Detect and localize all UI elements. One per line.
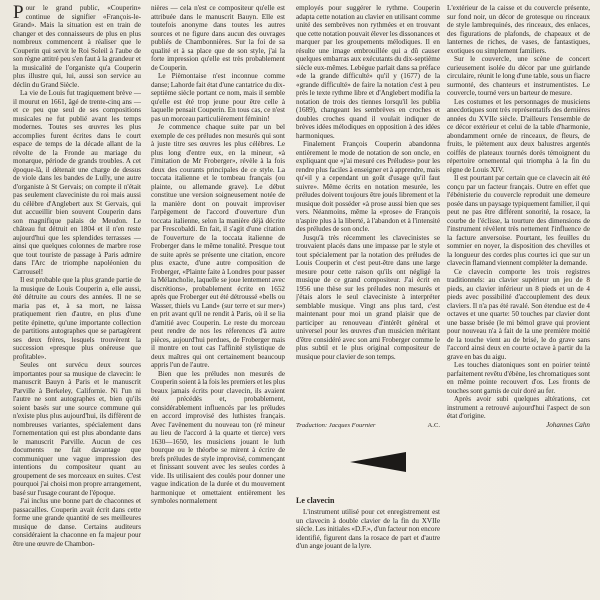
paragraph: Il est probable que la plus grande partie de la musique de Louis Couperin a, elle aussi, été détruite au cours des années. Il ne se maria pas et, à sa mort, ne laissa pratiquement rien d'autre, en plus d'une petite épinette, qu'une importante collection de partitions autographes que se partagèrent ses deux frères, lesquels trouvèrent la succession «presque plus onéreuse que profitable». (13, 276, 141, 361)
clavecin-section (296, 508, 440, 551)
paragraph: Les touches diatoniques sont en poirier teinté parfaitement revêtu d'ébène, les chromatiques sont en même pointe recouvert d'os. Les fronts de touches sont garnis de cuir doré au fer. (447, 361, 590, 395)
paragraph: L'extérieur de la caisse et du couvercle présente, sur fond noir, un décor de grotesque ou rinceaux de style lambrequinés, des rinceaux, des enlaces, des figurations de plafonds, de chapeaux et de lanternes de riches, de vases, de fantastiques, exotiques ou simplement familiers. (447, 4, 590, 55)
paragraph: Pour le grand public, «Couperin» continue de signifier «François-le-Grand». Mais la situation est en train de changer et des connaisseurs de plus en plus nombreux commencent à réaliser que le Couperin qui servit le Roi Soleil à l'aube de son règne attitré peu s'en faut à la grandeur et la musicalité de l'organiste qu'a Couperin plus illustre qui, lui, aussi son service au déclin du Grand Siècle. (13, 4, 141, 89)
paragraph: Ce clavecin comporte les trois registres traditionnels: au clavier supérieur un jeu de 8 pieds, au clavier inférieur un 8 pieds et un de 4 pieds avec possibilité d'accouplement des deux claviers. Il n'a pas été ravalé. Son étendue est de 4 octaves et une quarte: 50 touches par clavier dont une basse brisée (le mi bémol grave qui provient pour nouveau n'a à fait de la une première moitié de la touche vient au de brisé, le do grave sans l'accord ainsi deux en courte octave à partir du la grave en bas du aigu. (447, 267, 590, 361)
paragraph: J'ai inclus une bonne part de chaconnes et passacailles. Couperin avait écrit dans cette forme une grande quantité de ses meilleures musique de danse. Certains auditeurs considéraient la chaconne en fa majeur pour être une œuvre de Chambon- (13, 497, 141, 548)
paragraph: Il est pourtant par certain que ce clavecin ait été conçu par un facteur français. Outre en effet que l'ébénisterie du couvercle reproduit une demeure posée dans un paysage typiquement familier, il qui peut ne pas être différent sonorité, la rosace, la courbe de l'éclisse, la tourture des dimensions de l'instrument révèlent très nettement l'influence de la facture anversoise. Pourtant, les feuilles du sommier en noyer, la disposition des chevilles et la longueur des cordes plus courtes ici que sur un clavecin flamand viennent compléter la demande. (447, 174, 590, 267)
author-initials: A.C. (427, 422, 440, 429)
paragraph: Bien que les préludes non mesurés de Couperin soient à la fois les premiers et les plus beaux jamais écrits pour clavecin, ils avaient été précédés et, probablement, considérablement influencés par les préludes en accord improvisé des luthistes français. Avec l'avènement du nouveau ton (ré mineur au lieu de l'accord à la quarte et tierce) vers 1630—1650, les musiciens jouant le luth bourque ou le théorbe se mirent à écrire de brefs préludes de style improvisé, commençant et finissant souvent avec les seules cordes à vide. Ils utilisaient des coulés pour donner une vague indication de la durée et du mouvement harmonique et omettaient entièrement les symboles normalement (151, 369, 285, 505)
drop-cap: P (13, 4, 24, 23)
text-column-2 (151, 4, 285, 600)
paragraph: Les costumes et les personnages de musiciens anecdotiques sont très représentatifs des dernières années du XVIIe siècle. D'ailleurs l'ensemble de ce décor extérieur et celui de la table d'harmonie, abondamment ornée de rinceaux, de fleurs, de fruits, le piètement aux deux balustres argentés coiffés de plateaux tournés dorés témoignent du répertoire ornemental qui triompha à la fin du règne de Louis XIV. (447, 97, 590, 174)
paragraph: nières — cela n'est ce compositeur qu'elle est attribuée dans le manuscrit Bauyn. Elle est toutefois anonyme dans toutes les autres sources et ne figure dans aucun des ouvrages publiés de Chambonnières. Sur la foi de sa qualité et à sa place que de son style, j'ai la forte impression qu'elle est très probablement de Couperin. (151, 4, 285, 72)
translator-name: Traduction: Jacques Fournier (296, 422, 376, 429)
paragraph: Je commence chaque suite par un bel exemple de ces préludes non mesurés qui sont à juste titre ses œuvres les plus célèbres. Le plus long d'entre eux, en la mineur, «à l'imitation de Mr Froberger», révèle à la fois deux des courants principales de ce style. La toccata italienne et le tombeau français (ou plainte, ou allemande grave). Le début constitue une version soigneusement notée de la manière dont on pouvait improviser l'arpègement de l'accord d'ouverture d'un toccata italienne, selon la manière déjà décrite par Frescobaldi. En fait, il s'agit d'une citation de l'ouverture de la toccata italienne de Froberger dans le même tonalité. Presque tout de suite après se présente une citation, encore plus exacte, d'une autre composition de Froberger, «Plainte faite à Londres pour passer la Mélancholie, laquelle se joue lentement avec discrétions», probablement écrite en 1652 après que Froberger eut été détroussé «bells ou Wasser, thiels vu Land» (sur terre et sur mer») en prit avant qu'il ne rendit à Paris, où il se lia d'amitié avec Couperin. Le reste du morceau peut rendre de nos les réferences d'à autre pièces, aujourd'hui perdues, de Froberger mais il montre en tout cas l'affinité stylistique de deux maîtres qui ont certainement beaucoup appris l'un de l'autre. (151, 123, 285, 369)
text-column-3 (296, 4, 440, 424)
paragraph: employés pour suggérer le rythme. Couperin adapta cette notation au clavier en utilisant comme unité des sembrèves non rythmées et en trouvant que cette notation pouvait élever les dissonances et marquer par les groupements mélodiques. Il en résulte une image embrouillée qui a dû causer quelques embarras aux exécutants du dix-septième siècle eux-mêmes. Lebègue parlait dans sa préface «de la grande difficulté» qu'il y (1677) de la «grande difficulté» de faire la notation c'est à peu près le texte rythme libre et d'Anglebert modifia la notation de trois des tiennes lorsqu'il les publia (1689), changeant les sembrèves en croches et doubles croches quand il voulait indiquer de brèves idées mélodiques en opposition à des idées harmoniques. (296, 4, 440, 140)
translation-credit (296, 422, 440, 429)
paragraph: Le Pièmontaise n'est inconnue comme danse; Lahorde fait état d'une cantatrice du dix-septième siècle portant ce nom, mais il semble qu'elle est été trop jeune pour être celle à laquelle pensait Couperin. En tous cas, ce n'est pas un morceau particulièrement féminin! (151, 72, 285, 123)
paragraph: La vie de Louis fut tragiquement brève — il mourut en 1661, âgé de trente-cinq ans — et ce peu que seul de ses compositions musicales ne fut publié avant les temps modernes. Toutes ses œuvres les plus accomplies furent écrites dans le court espace de temps de la décade allant de la révolte de la Fronde au mariage du monarque, période de grands troubles. A cet époque-là, il détenait une charge de dessus de viole dans les bandes de Lully, une autre d'organiste à St Gervais; on compte il n'était pas seulement claveciniste du roi mais aussi du célèbre d'Anglebert aux St Gervais, qui dut accueillir bien souvent Couperin dans son magnifique palais de Meudon. Le château fut détruit en 1804 et il n'en reste aujourd'hui que les splendides terrasses — ainsi que quelques colonnes de marbre rose que tout touriste de passage à Paris admire dans l'Arc de triomphe napoléonien du Carrousel! (13, 89, 141, 276)
section-heading: Le clavecin (296, 496, 335, 505)
paragraph: Après avoir subi quelques altérations, cet instrument a retrouvé aujourd'hui l'aspect de son état d'origine. (447, 395, 590, 420)
paragraph: Seules ont survécu deux sources importantes pour sa musique de clavecin: le manuscrit Bauyn à Paris et le manuscrit Parville à Berkeley, Californie. Ni l'un ni l'autre ne sont autographes et, bien qu'ils soient basés sur une source commune qui n'existe plus plus aujourd'hui, ils diffèrent de nombreuses variantes, spécialement dans l'ornementation qui est plus abondante dans le manuscrit Parville. Aucun de ces documents ne fait davantage que communiquer une vague impression des intentions du compositeur quant au groupement de ses morceaux en suites. C'est pourquoi j'ai choisi mon propre arrangement, basé sur l'usage courant de l'époque. (13, 361, 141, 497)
paragraph: Sur le couvercle, une scène de concert curieusement isolée du décor par une guirlande circulaire, réunit le long d'une table, sous un fiacre surmonté, des chanteurs et instrumentistes. Le couvercle, tourné vers un barteur de mesure. (447, 55, 590, 97)
paragraph: Finalement François Couperin abandonna entièrement le mode de notation de son oncle, en expliquant que «j'ai mesuré ces Préludes» pour les rendre plus faciles à enseigner et à apprendre, mais qu'«il y a cependant un goût d'usage qu'il faut suivre». Même écrits en notation mesurée, les préludes doivent toujours être joués librement et la musique doit posséder «à prose aussi bien que ses vers. Néanmoins, même la «prose» de François n'aspire plus à la liberté, à l'abandon et à l'intensité des préludes de son oncle. (296, 140, 440, 233)
text-column-1 (13, 4, 141, 600)
column4-signature: Johannes Cahn (546, 420, 590, 429)
paragraph: Jusqu'à très récemment les clavecinistes se trouvaient placés dans une impasse par le style et tout spécialement par la notation des préludes de Louis Couperin et c'est peut-être dans une large mesure pour cette raison qu'ils ont négligé la musique de ce grand compositeur. J'ai écrit en 1956 une thèse sur les préludes non mesurés et j'étais alors le seul claveciniste à interpréter semblable musique. Vingt ans plus tard, c'est maintenant pour moi un grand plaisir que de participer au renouveau d'intérêt général et universel pour les œuvres d'un musicien méritant d'être considéré avec son ami Froberger comme le plus subtil et le plus original compositeur de musique pour clavier de son temps. (296, 233, 440, 361)
text-column-4 (447, 4, 590, 600)
decorative-wedge (350, 452, 406, 472)
paragraph: L'instrument utilisé pour cet enregistrement est un clavecin à double clavier de la fin du XVIIe siècle. Les initiales «D.F.», d'un facteur non encore identifié, figurent dans la rosace de part et d'autre d'un ange jouant de la lyre. (296, 508, 440, 550)
